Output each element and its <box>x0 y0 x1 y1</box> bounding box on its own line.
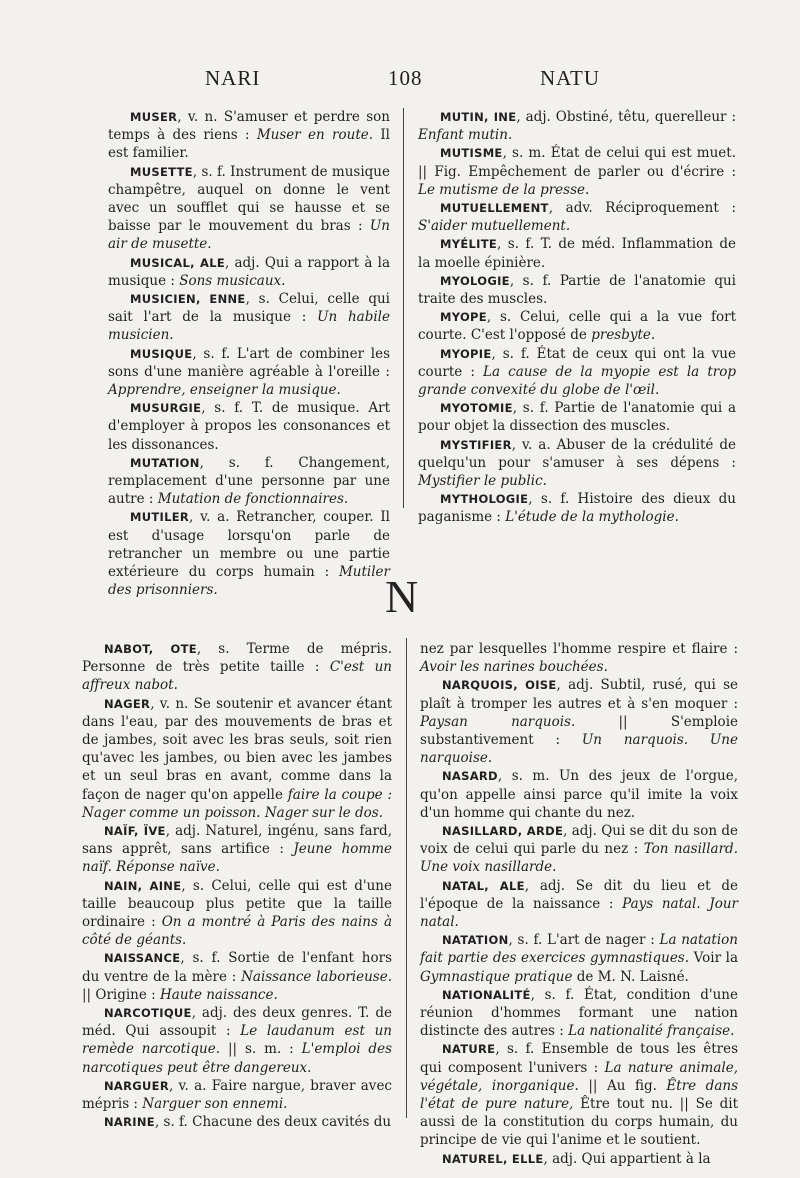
definition-text: || Origine : <box>82 986 161 1003</box>
dictionary-entry <box>418 490 736 526</box>
example-text: La nature animale, végétale, inorganique. <box>420 1059 738 1094</box>
dictionary-entry <box>420 986 738 1041</box>
example-text: Ton nasillard. Une voix nasillarde. <box>420 841 738 876</box>
example-text: Mutiler des prisonniers. <box>108 564 390 599</box>
example-text: Mystifier le public. <box>418 473 547 490</box>
example-text: Le mutisme de la presse. <box>418 181 590 198</box>
example-text: Jeune homme naïf. Réponse naïve. <box>82 841 392 876</box>
definition-text: , s. f. Chacune des deux cavités du <box>154 1114 392 1131</box>
dictionary-entry <box>82 1004 392 1077</box>
example-text: L'étude de la mythologie. <box>505 509 679 526</box>
definition-text: Il est familier. <box>108 127 390 162</box>
dictionary-entry <box>420 640 738 676</box>
dictionary-entry <box>108 163 390 254</box>
example-text: Mutation de fonctionnaires. <box>157 491 349 508</box>
definition-text: de M. N. Laisné. <box>572 968 689 985</box>
definition-text: , adj. des deux genres. T. de méd. Qui assoupit : <box>82 1005 392 1040</box>
headword: MYTHOLOGIE <box>440 492 529 507</box>
dictionary-entry <box>420 822 738 877</box>
definition-text: , s. m. Un des jeux de l'orgue, qu'on appelle ainsi parce qu'il imite la voix d'un homme qui chante du nez. <box>420 768 738 821</box>
example-text: La natation fait partie des exercices gymnastiques. <box>420 932 738 967</box>
example-text: Un air de musette. <box>108 218 390 253</box>
headword: NATAL, ALE <box>442 878 525 893</box>
definition-text: , s. f. Sortie de l'enfant hors du ventre de la mère : <box>82 950 392 985</box>
headword: NARCOTIQUE <box>104 1006 192 1021</box>
definition-text: , adv. Réciproquement : <box>548 200 736 217</box>
headword: NAÏF, ÏVE <box>104 824 166 839</box>
running-header <box>0 66 800 100</box>
headword: NATURE <box>442 1042 496 1057</box>
dictionary-entry <box>82 1077 392 1113</box>
headword: NARQUOIS, OISE <box>442 678 557 693</box>
dictionary-entry <box>82 695 392 822</box>
header-left-guideword: NARI <box>205 66 261 90</box>
example-text: Avoir les narines bouchées. <box>420 659 608 676</box>
example-text: La nationalité française. <box>568 1023 735 1040</box>
dictionary-entry <box>420 877 738 932</box>
headword: MUTILER <box>130 510 190 525</box>
headword: MUSER <box>130 110 178 124</box>
headword: MUTATION <box>130 455 200 470</box>
definition-text: , adj. Qui a rapport à la musique : <box>108 254 390 289</box>
headword: NAIN, AINE <box>104 878 182 893</box>
dictionary-entry <box>420 676 738 767</box>
definition-text: , s. f. Ensemble de tous les êtres qui composent l'univers : <box>420 1041 738 1076</box>
definition-text: , s. f. T. de méd. Inflammation de la moelle épinière. <box>418 236 736 271</box>
headword: MUTISME <box>440 146 503 161</box>
definition-text: , s. f. État de ceux qui ont la vue courte : <box>418 345 736 380</box>
dictionary-entry <box>108 290 390 345</box>
headword: NASARD <box>442 769 498 784</box>
dictionary-entry <box>108 454 390 509</box>
dictionary-entry <box>418 235 736 271</box>
column-top-left <box>108 108 390 599</box>
definition-text: , v. n. S'amuser et perdre son temps à des riens : <box>108 109 390 144</box>
headword: NABOT, OTE <box>104 642 197 656</box>
dictionary-entry <box>420 931 738 986</box>
definition-text: , s. Terme de mépris. Personne de très petite taille : <box>82 641 393 676</box>
example-text: Paysan narquois. <box>420 713 576 730</box>
example-text: On a montré à Paris des nains à côté de géants. <box>82 914 392 949</box>
definition-text: , adj. Obstiné, têtu, querelleur : <box>516 109 736 125</box>
dictionary-entry <box>418 308 736 344</box>
column-divider-bottom <box>406 638 407 1118</box>
headword: MYOPE <box>440 310 487 325</box>
headword: MUTIN, INE <box>440 110 517 124</box>
headword: MYOTOMIE <box>440 401 513 416</box>
definition-text: , adj. Subtil, rusé, qui se plaît à tromper les autres et à s'en moquer : <box>420 677 739 712</box>
definition-text: , s. f. État, condition d'une réunion d'hommes formant une nation distincte des autres : <box>420 986 738 1040</box>
dictionary-entry <box>82 640 392 695</box>
dictionary-entry <box>418 399 736 435</box>
definition-text: || S'emploie substantivement : <box>420 713 738 749</box>
headword: NASILLARD, ARDE <box>442 824 564 839</box>
definition-text: , s. f. L'art de nager : <box>508 932 660 949</box>
example-text: Un habile musicien. <box>108 309 390 344</box>
dictionary-entry <box>418 199 736 235</box>
dictionary-entry <box>418 144 736 199</box>
example-text: Enfant mutin. <box>418 127 513 144</box>
definition-text: , s. f. Changement, remplacement d'une personne par une autre : <box>108 454 390 508</box>
dictionary-entry <box>108 345 390 400</box>
example-text: Le laudanum est un remède narcotique. <box>82 1023 392 1058</box>
definition-text: , adj. Se dit du lieu et de l'époque de la naissance : <box>420 877 738 912</box>
definition-text: , s. Celui, celle qui a la vue fort courte. C'est l'opposé de <box>418 309 736 344</box>
headword: MUTUELLEMENT <box>440 201 549 216</box>
dictionary-entry <box>82 1113 392 1131</box>
dictionary-entry <box>82 877 392 950</box>
example-text: Pays natal. Jour natal. <box>420 895 738 931</box>
definition-text: || Au fig. <box>578 1077 667 1094</box>
headword: MUSIQUE <box>130 346 193 361</box>
definition-text: , s. f. L'art de combiner les sons d'une manière agréable à l'oreille : <box>108 345 390 380</box>
headword: MUSICIEN, ENNE <box>130 292 246 307</box>
definition-text: , v. n. Se soutenir et avancer étant dans l'eau, par des mouvements de bras et de jambes, soit avec les bras seuls, soit rien qu'avec les jambes, ou bien avec les jambes et un seul bras en avant, comme dans la façon de nager qu'on appelle <box>82 695 392 803</box>
headword: NARGUER <box>104 1078 169 1093</box>
definition-text: , adj. Qui appartient à la <box>543 1150 711 1167</box>
example-text: Naissance laborieuse. <box>241 968 393 985</box>
dictionary-entry <box>418 436 736 491</box>
section-letter: N <box>385 571 419 622</box>
example-text: Haute naissance. <box>160 986 278 1003</box>
example-text: L'emploi des narcotiques peut être dangereux. <box>82 1041 392 1076</box>
definition-text: , v. a. Faire nargue, braver avec mépris : <box>82 1077 392 1113</box>
dictionary-entry <box>108 508 390 599</box>
dictionary-entry <box>82 822 392 877</box>
header-right-guideword: NATU <box>540 66 600 90</box>
definition-text: , s. f. Histoire des dieux du paganisme : <box>418 491 736 526</box>
definition-text: , adj. Qui se dit du son de voix de celui qui parle du nez : <box>420 823 738 858</box>
headword: MUSICAL, ALE <box>130 255 225 270</box>
definition-text: , adj. Naturel, ingénu, sans fard, sans apprêt, sans artifice : <box>82 823 392 858</box>
headword: NATUREL, ELLE <box>442 1151 544 1166</box>
column-top-right <box>418 108 736 527</box>
headword: MUSURGIE <box>130 401 202 416</box>
definition-text: || s. m. : <box>220 1041 302 1058</box>
dictionary-entry <box>418 108 736 144</box>
dictionary-entry <box>108 399 390 454</box>
dictionary-entry <box>420 1040 738 1149</box>
example-text: faire la coupe : Nager comme un poisson. Nager sur le dos. <box>82 786 392 821</box>
headword: MYSTIFIER <box>440 437 512 452</box>
dictionary-entry <box>420 1150 738 1168</box>
definition-text: , s. f. Partie de l'anatomie qui traite des muscles. <box>418 272 736 308</box>
example-text: Un narquois. Une narquoise. <box>420 732 738 767</box>
dictionary-entry <box>108 108 390 163</box>
definition-text: Voir la <box>689 950 738 967</box>
headword: NATATION <box>442 933 509 948</box>
dictionary-entry <box>418 345 736 400</box>
headword: NAISSANCE <box>104 951 181 966</box>
example-text: Sons musicaux. <box>179 272 286 289</box>
definition-text: , s. m. État de celui qui est muet. || Fig. Empêchement de parler ou d'écrire : <box>418 145 736 180</box>
example-text: Gymnastique pratique <box>420 968 573 985</box>
definition-text: , s. f. Instrument de musique champêtre, auquel on donne le vent avec un soufflet qui se hausse et se baisse par le mouvement du bras : <box>108 163 390 235</box>
definition-text: , v. a. Retrancher, couper. Il est d'usage lorsqu'on parle de retrancher un membre ou une partie extérieure du corps humain : <box>108 509 390 581</box>
definition-text: , s. Celui, celle qui est d'une taille beaucoup plus petite que la taille ordinaire : <box>82 877 392 931</box>
definition-text: , v. a. Abuser de la crédulité de quelqu'un pour s'amuser à ses dépens : <box>418 436 736 471</box>
headword: MYOPIE <box>440 346 492 361</box>
dictionary-entry <box>418 272 736 308</box>
definition-text: nez par lesquelles l'homme respire et flaire : <box>420 641 738 657</box>
headword: NAGER <box>104 696 151 711</box>
column-bottom-left <box>82 640 392 1131</box>
headword: NATIONALITÉ <box>442 987 531 1002</box>
example-text: Muser en route. <box>256 127 374 144</box>
column-bottom-right <box>420 640 738 1168</box>
headword: MYOLOGIE <box>440 273 510 288</box>
definition-text: , s. f. Partie de l'anatomie qui a pour objet la dissection des muscles. <box>418 400 736 435</box>
definition-text: Être tout nu. || Se dit aussi de la constitution du corps humain, du principe de vie qui l'anime et le soutient. <box>420 1096 738 1149</box>
headword: MUSETTE <box>130 164 193 179</box>
definition-text: , s. Celui, celle qui sait l'art de la musique : <box>108 291 390 326</box>
dictionary-entry <box>108 254 390 290</box>
definition-text: , s. f. T. de musique. Art d'employer à propos les consonances et les dissonances. <box>108 400 390 453</box>
example-text: La cause de la myopie est la trop grande convexité du globe de l'œil. <box>418 363 736 399</box>
headword: NARINE <box>104 1115 155 1130</box>
headword: MYÉLITE <box>440 237 498 252</box>
example-text: Être dans l'état de pure nature, <box>420 1077 738 1113</box>
dictionary-entry <box>420 767 738 822</box>
example-text: presbyte. <box>591 327 656 344</box>
example-text: S'aider mutuellement. <box>418 218 571 235</box>
page-number: 108 <box>388 66 423 90</box>
column-divider-top <box>403 108 404 508</box>
example-text: C'est un affreux nabot. <box>82 659 392 694</box>
dictionary-entry <box>82 949 392 1004</box>
example-text: Apprendre, enseigner la musique. <box>108 382 341 399</box>
example-text: Narguer son ennemi. <box>142 1096 288 1113</box>
